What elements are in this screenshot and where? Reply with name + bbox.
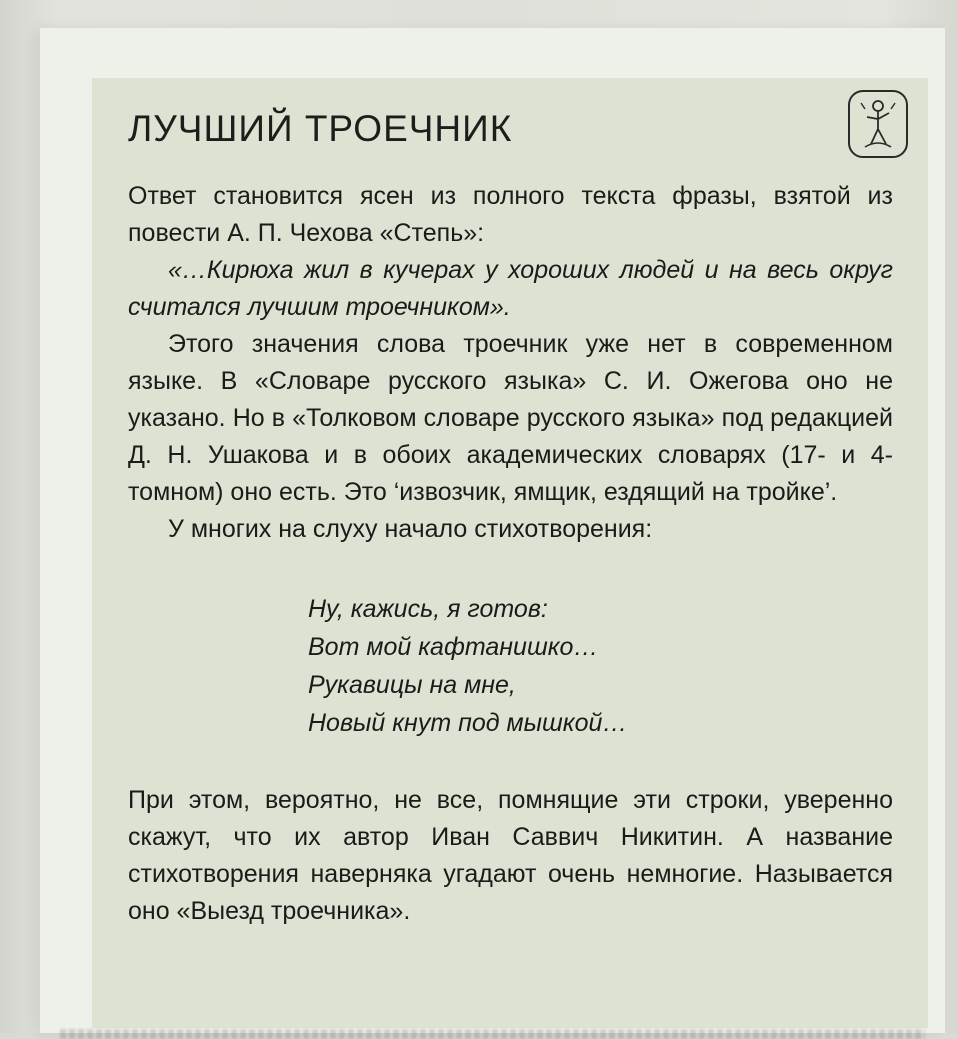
paragraph-quote: «…Кирюха жил в кучерах у хороших людей и на весь округ считался лучшим троечником». xyxy=(128,256,893,321)
article-body xyxy=(128,178,893,930)
figure-emblem-icon xyxy=(847,89,909,159)
poem-block xyxy=(308,590,893,742)
next-page-bleed xyxy=(60,1029,925,1039)
paragraph-poem-intro: У многих на слуху начало стихотворения: xyxy=(168,515,653,543)
page-title: ЛУЧШИЙ ТРОЕЧНИК xyxy=(128,108,513,149)
poem-line: Вот мой кафтанишко… xyxy=(308,633,599,661)
paragraph-closing: При этом, вероятно, не все, помнящие эти строки, уверенно скажут, что их автор Иван Саввич Никитин. А название стихотворения наверняка угадают очень немногие. Называется оно «Выезд троечника». xyxy=(128,786,893,925)
poem-line: Ну, кажись, я готов: xyxy=(308,595,548,623)
book-page xyxy=(40,28,945,1033)
paragraph-meaning: Этого значения слова троечник уже нет в современном языке. В «Словаре русского языка» С. И. Ожегова оно не указано. Но в «Толковом словаре русского языка» под редакцией Д. Н. Ушакова и в обоих академических словарях (17- и 4-томном) оно есть. Это ‘извозчик, ямщик, ездящий на тройке’. xyxy=(128,330,893,506)
paragraph-intro: Ответ становится ясен из полного текста фразы, взятой из повести А. П. Чехова «Степь»: xyxy=(128,182,893,247)
poem-line: Рукавицы на мне, xyxy=(308,671,516,699)
poem-line: Новый кнут под мышкой… xyxy=(308,709,628,737)
article-panel xyxy=(92,78,928,1028)
